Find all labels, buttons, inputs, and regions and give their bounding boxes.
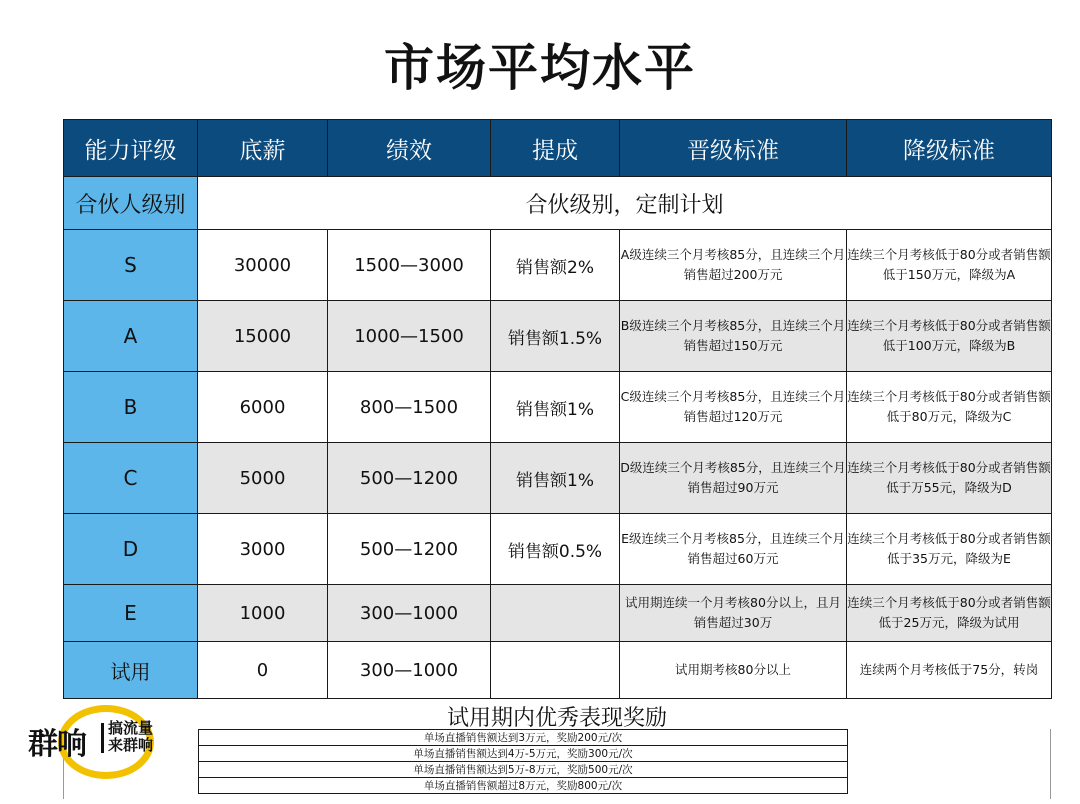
table-row bbox=[64, 443, 1052, 514]
commission-cell: 销售额1% bbox=[491, 372, 620, 443]
header-level: 能力评级 bbox=[64, 120, 198, 177]
logo-main-text: 群响 bbox=[28, 727, 86, 762]
promotion-cell: D级连续三个月考核85分，且连续三个月销售超过90万元 bbox=[620, 443, 847, 514]
demotion-cell: 连续两个月考核低于75分，转岗 bbox=[847, 642, 1052, 699]
bonus-item: 单场直播销售额达到4万-5万元，奖励300元/次 bbox=[199, 746, 848, 762]
demotion-cell: 连续三个月考核低于80分或者销售额低于35万元，降级为E bbox=[847, 514, 1052, 585]
table-row bbox=[64, 514, 1052, 585]
perf-cell: 1500—3000 bbox=[328, 230, 491, 301]
bonus-table bbox=[198, 729, 848, 794]
commission-cell: 销售额1.5% bbox=[491, 301, 620, 372]
bonus-row bbox=[199, 778, 848, 794]
perf-cell: 1000—1500 bbox=[328, 301, 491, 372]
level-cell: C bbox=[64, 443, 198, 514]
commission-cell: 销售额0.5% bbox=[491, 514, 620, 585]
promotion-cell: C级连续三个月考核85分，且连续三个月销售超过120万元 bbox=[620, 372, 847, 443]
bonus-title: 试用期内优秀表现奖励 bbox=[446, 706, 667, 731]
header-performance: 绩效 bbox=[328, 120, 491, 177]
bonus-row bbox=[199, 730, 848, 746]
commission-cell bbox=[491, 642, 620, 699]
logo-slogan bbox=[108, 720, 153, 754]
promotion-cell: 试用期连续一个月考核80分以上，且月销售超过30万 bbox=[620, 585, 847, 642]
level-cell: E bbox=[64, 585, 198, 642]
header-commission: 提成 bbox=[491, 120, 620, 177]
perf-cell: 300—1000 bbox=[328, 585, 491, 642]
logo-slogan-line1: 搞流量 bbox=[108, 719, 154, 737]
partner-label: 合伙人级别 bbox=[64, 177, 198, 230]
header-base: 底薪 bbox=[198, 120, 328, 177]
base-cell: 6000 bbox=[198, 372, 328, 443]
level-cell: S bbox=[64, 230, 198, 301]
bonus-row bbox=[199, 746, 848, 762]
salary-table bbox=[63, 119, 1052, 699]
base-cell: 15000 bbox=[198, 301, 328, 372]
perf-cell: 800—1500 bbox=[328, 372, 491, 443]
promotion-cell: B级连续三个月考核85分，且连续三个月销售超过150万元 bbox=[620, 301, 847, 372]
base-cell: 30000 bbox=[198, 230, 328, 301]
bonus-item: 单场直播销售额达到3万元，奖励200元/次 bbox=[199, 730, 848, 746]
logo-slogan-line2: 来群响 bbox=[108, 736, 154, 754]
level-cell: 试用 bbox=[64, 642, 198, 699]
demotion-cell: 连续三个月考核低于80分或者销售额低于25万元，降级为试用 bbox=[847, 585, 1052, 642]
base-cell: 3000 bbox=[198, 514, 328, 585]
level-cell: D bbox=[64, 514, 198, 585]
partner-text: 合伙级别，定制计划 bbox=[198, 177, 1052, 230]
table-row bbox=[64, 301, 1052, 372]
partner-row bbox=[64, 177, 1052, 230]
table-row bbox=[64, 372, 1052, 443]
commission-cell: 销售额2% bbox=[491, 230, 620, 301]
table-row bbox=[64, 642, 1052, 699]
header-promotion: 晋级标准 bbox=[620, 120, 847, 177]
bonus-item: 单场直播销售额超过8万元，奖励800元/次 bbox=[199, 778, 848, 794]
level-cell: B bbox=[64, 372, 198, 443]
perf-cell: 500—1200 bbox=[328, 443, 491, 514]
commission-cell: 销售额1% bbox=[491, 443, 620, 514]
promotion-cell: A级连续三个月考核85分，且连续三个月销售超过200万元 bbox=[620, 230, 847, 301]
demotion-cell: 连续三个月考核低于80分或者销售额低于100万元，降级为B bbox=[847, 301, 1052, 372]
table-row bbox=[64, 230, 1052, 301]
perf-cell: 500—1200 bbox=[328, 514, 491, 585]
header-demotion: 降级标准 bbox=[847, 120, 1052, 177]
perf-cell: 300—1000 bbox=[328, 642, 491, 699]
demotion-cell: 连续三个月考核低于80分或者销售额低于80万元，降级为C bbox=[847, 372, 1052, 443]
level-cell: A bbox=[64, 301, 198, 372]
demotion-cell: 连续三个月考核低于80分或者销售额低于万55元，降级为D bbox=[847, 443, 1052, 514]
promotion-cell: 试用期考核80分以上 bbox=[620, 642, 847, 699]
promotion-cell: E级连续三个月考核85分，且连续三个月销售超过60万元 bbox=[620, 514, 847, 585]
base-cell: 5000 bbox=[198, 443, 328, 514]
commission-cell bbox=[491, 585, 620, 642]
bonus-row bbox=[199, 762, 848, 778]
brand-logo bbox=[26, 701, 186, 791]
table-header-row bbox=[64, 120, 1052, 177]
table-row bbox=[64, 585, 1052, 642]
page-title: 市场平均水平 bbox=[384, 39, 696, 97]
logo-divider bbox=[101, 723, 104, 753]
base-cell: 1000 bbox=[198, 585, 328, 642]
bonus-item: 单场直播销售额达到5万-8万元，奖励500元/次 bbox=[199, 762, 848, 778]
base-cell: 0 bbox=[198, 642, 328, 699]
demotion-cell: 连续三个月考核低于80分或者销售额低于150万元，降级为A bbox=[847, 230, 1052, 301]
